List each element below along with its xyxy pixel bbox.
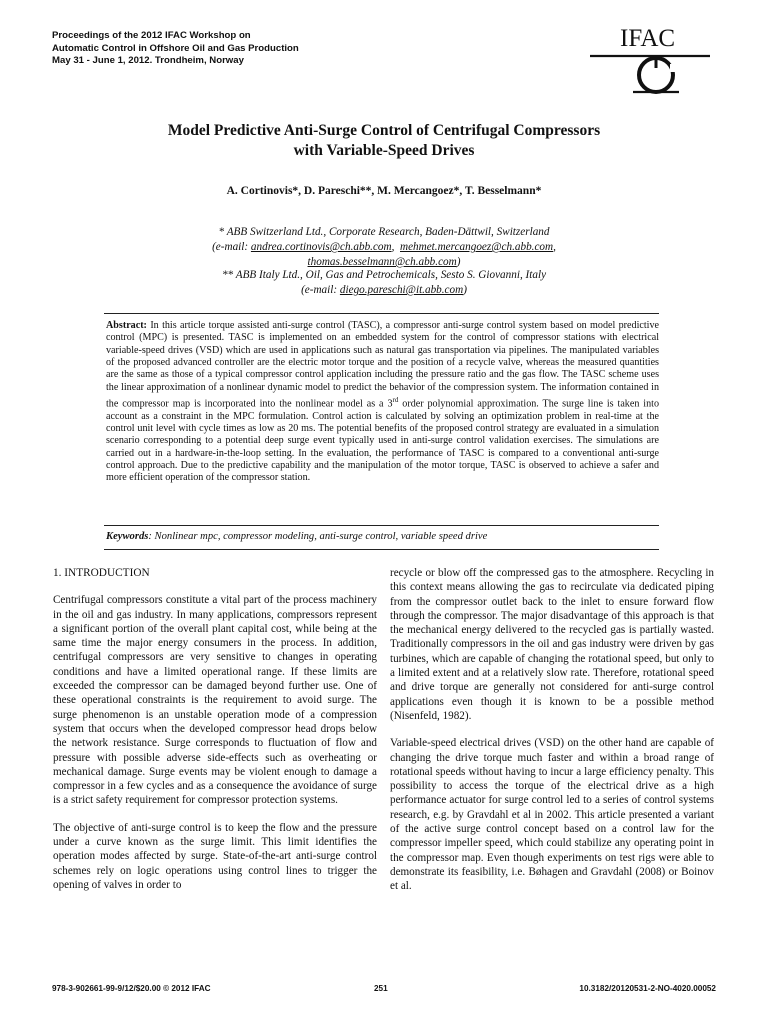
abstract-top-rule	[104, 313, 659, 314]
keywords-top-rule	[104, 525, 659, 526]
email-link-pareschi[interactable]: diego.pareschi@it.abb.com	[339, 284, 464, 296]
affiliation-1: * ABB Switzerland Ltd., Corporate Research, Baden-Dättwil, Switzerland	[218, 226, 550, 238]
header-line-1: Proceedings of the 2012 IFAC Workshop on	[52, 30, 251, 41]
footer-isbn: 978-3-902661-99-9/12/$20.00 © 2012 IFAC	[52, 984, 211, 993]
email-prefix: (e-mail:	[212, 241, 249, 253]
page-number: 251	[374, 984, 388, 993]
paragraph: Variable-speed electrical drives (VSD) on the other hand are capable of changing the drive torque much faster and within a broad range of rotational speeds without having to incur a large efficiency penalty. This possibility to access the torque of the electrical drive as a high performance actuator for surge control led to a series of control systems research, e.g. by Gravdahl et al in 2002. This article presented a variant of the active surge control concept based on a control law for the compressor impeller speed, which could stabilize any operating point in the compressor map. Even though experiments on test rigs were able to demonstrate its feasibility, i.e. Bøhagen and Gravdahl (2008) or Boinov et al.	[390, 737, 714, 893]
ifac-logo	[590, 26, 716, 104]
footer-doi: 10.3182/20120531-2-NO-4020.00052	[579, 984, 716, 993]
abstract-text-a: In this article torque assisted anti-surge control (TASC), a compressor anti-surge control system based on model predictive control (MPC) is presented. TASC is implemented on an embedded system for the control of compressor stations with electrical variable-speed drives (VSD) which are used in applications such as natural gas transportation via pipelines. The manipulated variables of the proposed advanced controller are the electric motor torque and the position of a recycle valve, whereas the measured quantities are the same as those of a typical compressor control application including the pressure ratio and the gas flow. The TASC scheme uses the linear approximation of a nonlinear dynamic model to predict the behavior of the compression system. The information contained in the compressor map is incorporated into the nonlinear model as a 3	[106, 320, 659, 410]
body-column-left	[53, 566, 377, 905]
keywords	[106, 531, 659, 542]
proceedings-header	[52, 30, 299, 68]
paragraph: recycle or blow off the compressed gas to the atmosphere. Recycling in this context means allowing the gas to recirculate via dedicated piping from the compressor outlet back to the inlet to ensure forward flow through the compressor. The major disadvantage of this approach is that the mechanical energy delivered to the recycled gas is partially wasted. Traditionally compressors in the oil and gas industry were driven by gas turbines, which are capable of changing the rotational speed, but only to a limited extent and at a relatively slow rate. Therefore, rotational speed and drive torque are generally not considered for anti-surge control applications even though it is known to be a possible method (Nisenfeld, 1982).	[390, 567, 714, 722]
paragraph: The objective of anti-surge control is to keep the flow and the pressure under a curve known as the surge limit. This limit identifies the operation modes affected by surge. State-of-the-art anti-surge control schemes rely on logic operations using control lines to trigger the opening of valves in order to	[53, 821, 377, 891]
body-column-right	[390, 566, 714, 907]
affiliation-2-email	[0, 283, 768, 299]
paper-title	[60, 121, 708, 161]
email-link-besselmann[interactable]: thomas.besselmann@ch.abb.com	[307, 256, 457, 268]
email-suffix: )	[456, 256, 461, 268]
keywords-text: : Nonlinear mpc, compressor modeling, anti-surge control, variable speed drive	[148, 531, 488, 542]
abstract	[106, 320, 659, 485]
abstract-label: Abstract:	[106, 320, 147, 331]
email-link-mercangoez[interactable]: mehmet.mercangoez@ch.abb.com	[400, 241, 554, 253]
affiliation-2: ** ABB Italy Ltd., Oil, Gas and Petrochemicals, Sesto S. Giovanni, Italy	[221, 269, 547, 281]
affiliation-1-emails: (e-mail: andrea.cortinovis@ch.abb.com, mehmet.mercangoez@ch.abb.com,	[212, 241, 556, 253]
title-line-1: Model Predictive Anti-Surge Control of Centrifugal Compressors	[167, 122, 601, 139]
title-line-2: with Variable-Speed Drives	[293, 142, 475, 159]
author-list: A. Cortinovis*, D. Pareschi**, M. Mercangoez*, T. Besselmann*	[226, 185, 542, 197]
header-line-2: Automatic Control in Offshore Oil and Gas Production	[52, 42, 299, 54]
keywords-label: Keywords	[106, 531, 149, 542]
email-link-cortinovis[interactable]: andrea.cortinovis@ch.abb.com	[250, 241, 392, 253]
paragraph: Centrifugal compressors constitute a vital part of the process machinery in the oil and gas industry. In many applications, compressors represent a significant portion of the overall plant capital cost, while being at the same time the major energy consumers in the process. In addition, centrifugal compressors are very sensitive to changes in operating conditions and have a limited operational range. If these limits are exceeded the compressor can be damaged beyond further use. One of these operational constraints is the requirement to avoid surge. The surge phenomenon is an unstable operation mode of a compression system that occurs when the developed compressor head drops below the network resistance. Surge corresponds to fluctuation of flow and pressure with possible adverse side-effects such as overheating or mechanical damage. Surge events may be violent enough to damage a compressor in a few cycles and as a consequence the avoidance of surge is a strict safety requirement for compressor protection systems.	[53, 594, 377, 807]
section-heading-introduction: 1. INTRODUCTION	[53, 567, 150, 579]
email-suffix-2: )	[463, 284, 467, 296]
header-line-3: May 31 - June 1, 2012. Trondheim, Norway	[52, 55, 244, 66]
keywords-bottom-rule	[104, 549, 659, 550]
abstract-text-b: order polynomial approximation. The surge line is taken into account as a constraint in the MPC formulation. Control action is calculated by solving an optimization problem in real-time at the control unit level with cycle times as low as 20 ms. The potential benefits of the proposed control strategy are evaluated in a simulation scenario corresponding to a potential deep surge event typically used in anti-surge control validation exercises. The simulations are carried out in a hardware-in-the-loop setting. In the evaluation, the performance of TASC is compared to a conventional anti-surge control approach. Due to the predictive capability and the manipulation of the motor torque, TASC is observed to achieve a safer and more efficient operation of the compressor station.	[106, 398, 659, 484]
abstract-superscript: rd	[392, 396, 399, 405]
email-prefix-2: (e-mail:	[301, 284, 338, 296]
ifac-logo-text: IFAC	[620, 26, 676, 52]
